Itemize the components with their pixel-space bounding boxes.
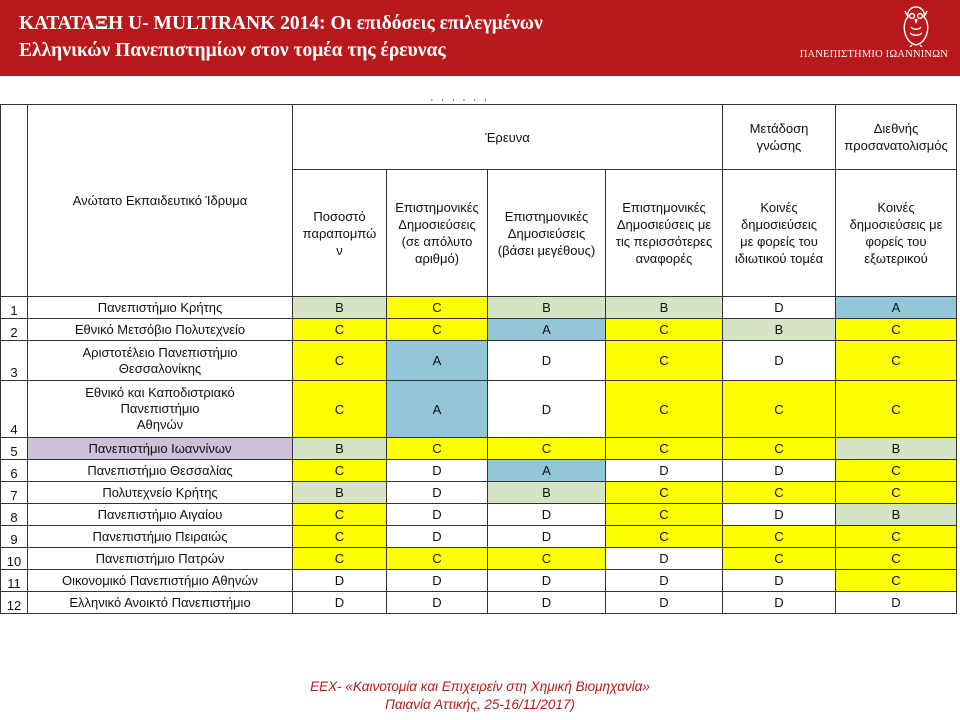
- column-header-1-line-1: Ποσοστό: [313, 208, 366, 224]
- table-row: [1, 526, 957, 548]
- grade-cell: C: [488, 548, 606, 570]
- table-row: [1, 592, 957, 614]
- institution-name-line: Πανεπιστήμιο: [120, 401, 200, 416]
- institution-name: [28, 297, 293, 319]
- column-header-5-line-2: δημοσιεύσεις: [741, 217, 817, 232]
- index-header: [1, 105, 28, 297]
- column-header-6-line-2: δημοσιεύσεις με: [849, 217, 943, 232]
- row-index: 1: [1, 297, 28, 319]
- grade-cell: D: [723, 504, 836, 526]
- grade-cell: C: [836, 381, 957, 438]
- grade-cell: C: [836, 341, 957, 381]
- grade-cell: D: [387, 526, 488, 548]
- institution-name-line: Πανεπιστήμιο Κρήτης: [97, 299, 223, 315]
- grade-cell: D: [836, 592, 957, 614]
- grade-cell: C: [293, 381, 387, 438]
- table-row: [1, 482, 957, 504]
- grade-cell: C: [387, 319, 488, 341]
- row-index: 9: [1, 526, 28, 548]
- grade-cell: C: [606, 319, 723, 341]
- international-header-line-1: Διεθνής: [873, 121, 919, 136]
- institution-name: [28, 319, 293, 341]
- grade-cell: C: [488, 438, 606, 460]
- institution-name-line: Πανεπιστήμιο Θεσσαλίας: [87, 462, 233, 478]
- table-row: [1, 570, 957, 592]
- institution-name-line: Πανεπιστήμιο Αιγαίου: [97, 506, 223, 522]
- column-header-5-line-4: ιδιωτικού τομέα: [734, 251, 824, 266]
- institution-name-line: Θεσσαλονίκης: [118, 360, 202, 376]
- table-row: [1, 297, 957, 319]
- grade-cell: C: [836, 460, 957, 482]
- institution-name: [28, 482, 293, 504]
- row-index: 6: [1, 460, 28, 482]
- column-header-2-line-2: Δημοσιεύσεις: [398, 217, 476, 232]
- column-header-2-line-4: αριθμό): [414, 251, 460, 266]
- university-name: ΠΑΝΕΠΙΣΤΗΜΙΟ ΙΩΑΝΝΙΝΩΝ: [799, 49, 948, 60]
- institution-name: [28, 504, 293, 526]
- institution-name-line: Πανεπιστήμιο Πατρών: [95, 550, 225, 566]
- grade-cell: C: [836, 482, 957, 504]
- column-header-2: [387, 170, 488, 297]
- column-header-4-line-1: Επιστημονικές: [622, 200, 706, 215]
- footer-event-title: ΕΕΧ- «Καινοτομία και Επιχειρείν στη Χημική Βιομηχανία»: [310, 679, 650, 694]
- international-header-line-2: προσανατολισμός: [844, 138, 948, 153]
- institution-name: [28, 548, 293, 570]
- column-header-1-line-3: ν: [336, 242, 343, 258]
- institution-name: [28, 460, 293, 482]
- grade-cell: D: [723, 341, 836, 381]
- institution-name: [28, 570, 293, 592]
- grade-cell: D: [488, 341, 606, 381]
- row-index: 10: [1, 548, 28, 570]
- row-index: 5: [1, 438, 28, 460]
- institution-name: [28, 341, 293, 381]
- grade-cell: D: [387, 482, 488, 504]
- grade-cell: A: [387, 381, 488, 438]
- column-header-3: [488, 170, 606, 297]
- grade-cell: C: [387, 438, 488, 460]
- institution-name-line: Πανεπιστήμιο Ιωαννίνων: [88, 440, 232, 456]
- institution-name-line: Εθνικό Μετσόβιο Πολυτεχνείο: [74, 321, 246, 337]
- grade-cell: D: [387, 592, 488, 614]
- column-header-4-line-4: αναφορές: [635, 251, 693, 266]
- grade-cell: C: [836, 319, 957, 341]
- grade-cell: D: [723, 460, 836, 482]
- column-header-6-line-1: Κοινές: [877, 200, 915, 215]
- grade-cell: C: [723, 526, 836, 548]
- institution-name: [28, 526, 293, 548]
- column-header-2-line-1: Επιστημονικές: [395, 200, 479, 215]
- column-header-6: [836, 170, 957, 297]
- grade-cell: C: [723, 548, 836, 570]
- grade-cell: C: [606, 381, 723, 438]
- table-row: [1, 319, 957, 341]
- row-index: 7: [1, 482, 28, 504]
- institution-name-line: Αθηνών: [136, 417, 184, 432]
- institution-name-line: Οικονομικό Πανεπιστήμιο Αθηνών: [61, 572, 259, 588]
- column-header-4-line-2: Δημοσιεύσεις με: [616, 217, 712, 232]
- row-index: 12: [1, 592, 28, 614]
- grade-cell: C: [836, 570, 957, 592]
- institution-name-line: Πολυτεχνείο Κρήτης: [102, 484, 218, 500]
- grade-cell: C: [293, 319, 387, 341]
- column-header-4-line-3: τις περισσότερες: [615, 234, 713, 249]
- row-index: 3: [1, 341, 28, 381]
- column-header-6-line-4: εξωτερικού: [864, 251, 928, 266]
- grade-cell: B: [293, 482, 387, 504]
- grade-cell: C: [606, 504, 723, 526]
- table-row: [1, 460, 957, 482]
- grade-cell: D: [488, 504, 606, 526]
- column-header-3-line-3: (βάσει μεγέθους): [497, 242, 596, 258]
- grade-cell: D: [293, 592, 387, 614]
- grade-cell: B: [488, 482, 606, 504]
- table-row: [1, 438, 957, 460]
- grade-cell: D: [723, 297, 836, 319]
- grade-cell: C: [606, 482, 723, 504]
- grade-cell: C: [606, 526, 723, 548]
- cropped-table-caption: · · · · · ·: [430, 97, 490, 103]
- column-header-1-line-2: παραπομπώ: [302, 225, 377, 241]
- table-row: [1, 548, 957, 570]
- grade-cell: C: [293, 460, 387, 482]
- grade-cell: C: [387, 297, 488, 319]
- owl-icon: [896, 3, 936, 47]
- grade-cell: C: [293, 504, 387, 526]
- grade-cell: D: [387, 504, 488, 526]
- knowledge-transfer-header-line-2: γνώσης: [756, 138, 802, 153]
- research-group-header: Έρευνα: [293, 105, 723, 170]
- grade-cell: D: [606, 460, 723, 482]
- institution-name: [28, 438, 293, 460]
- grade-cell: D: [488, 592, 606, 614]
- column-header-4: [606, 170, 723, 297]
- table-row: [1, 504, 957, 526]
- grade-cell: D: [606, 548, 723, 570]
- grade-cell: C: [606, 438, 723, 460]
- grade-cell: D: [606, 570, 723, 592]
- grade-cell: C: [723, 482, 836, 504]
- column-header-3-line-1: Επιστημονικές: [504, 208, 589, 224]
- grade-cell: B: [836, 504, 957, 526]
- slide-title-line-1: ΚΑΤΑΤΑΞΗ U- MULTIRANK 2014: Οι επιδόσεις επιλεγμένων: [19, 13, 543, 34]
- grade-cell: B: [293, 438, 387, 460]
- grade-cell: D: [387, 570, 488, 592]
- grade-cell: D: [387, 460, 488, 482]
- grade-cell: D: [488, 526, 606, 548]
- grade-cell: D: [488, 570, 606, 592]
- grade-cell: C: [723, 381, 836, 438]
- grade-cell: D: [606, 592, 723, 614]
- grade-cell: A: [387, 341, 488, 381]
- column-header-5-line-3: με φορείς του: [740, 234, 818, 249]
- column-header-1: [293, 170, 387, 297]
- grade-cell: B: [606, 297, 723, 319]
- ranking-table: [0, 104, 957, 614]
- row-index: 2: [1, 319, 28, 341]
- institution-name-line: Ελληνικό Ανοικτό Πανεπιστήμιο: [69, 594, 251, 610]
- grade-cell: B: [723, 319, 836, 341]
- column-header-5-line-1: Κοινές: [760, 200, 798, 215]
- column-header-3-line-2: Δημοσιεύσεις: [507, 225, 586, 241]
- column-header-2-line-3: (σε απόλυτο: [401, 234, 473, 249]
- grade-cell: D: [293, 570, 387, 592]
- column-header-6-line-3: φορείς του: [865, 234, 927, 249]
- grade-cell: C: [836, 526, 957, 548]
- grade-cell: C: [387, 548, 488, 570]
- grade-cell: B: [293, 297, 387, 319]
- title-banner: [0, 0, 960, 76]
- grade-cell: C: [723, 438, 836, 460]
- grade-cell: B: [488, 297, 606, 319]
- grade-cell: C: [293, 341, 387, 381]
- column-header-5: [723, 170, 836, 297]
- table-header-groups: [1, 105, 957, 170]
- international-orientation-header: [836, 105, 957, 170]
- row-index: 4: [1, 381, 28, 438]
- grade-cell: B: [836, 438, 957, 460]
- grade-cell: C: [836, 548, 957, 570]
- grade-cell: A: [836, 297, 957, 319]
- grade-cell: D: [488, 381, 606, 438]
- row-index: 11: [1, 570, 28, 592]
- institution-name-line: Αριστοτέλειο Πανεπιστήμιο: [82, 344, 238, 360]
- grade-cell: A: [488, 460, 606, 482]
- footer-event-place-date: Παιανία Αττικής, 25-16/11/2017): [385, 697, 575, 712]
- grade-cell: C: [293, 526, 387, 548]
- grade-cell: A: [488, 319, 606, 341]
- grade-cell: C: [606, 341, 723, 381]
- institution-name: [28, 592, 293, 614]
- grade-cell: D: [723, 592, 836, 614]
- row-index: 8: [1, 504, 28, 526]
- institution-name-line: Εθνικό και Καποδιστριακό: [85, 385, 235, 400]
- grade-cell: D: [723, 570, 836, 592]
- grade-cell: C: [293, 548, 387, 570]
- table-row: [1, 341, 957, 381]
- slide-title-line-2: Ελληνικών Πανεπιστημίων στον τομέα της έρευνας: [19, 40, 446, 61]
- institution-name: [28, 381, 293, 438]
- institution-header: Ανώτατο Εκπαιδευτικό Ίδρυμα: [28, 105, 293, 297]
- knowledge-transfer-header: [723, 105, 836, 170]
- knowledge-transfer-header-line-1: Μετάδοση: [749, 121, 809, 136]
- institution-name-line: Πανεπιστήμιο Πειραιώς: [92, 528, 228, 544]
- table-row: [1, 381, 957, 438]
